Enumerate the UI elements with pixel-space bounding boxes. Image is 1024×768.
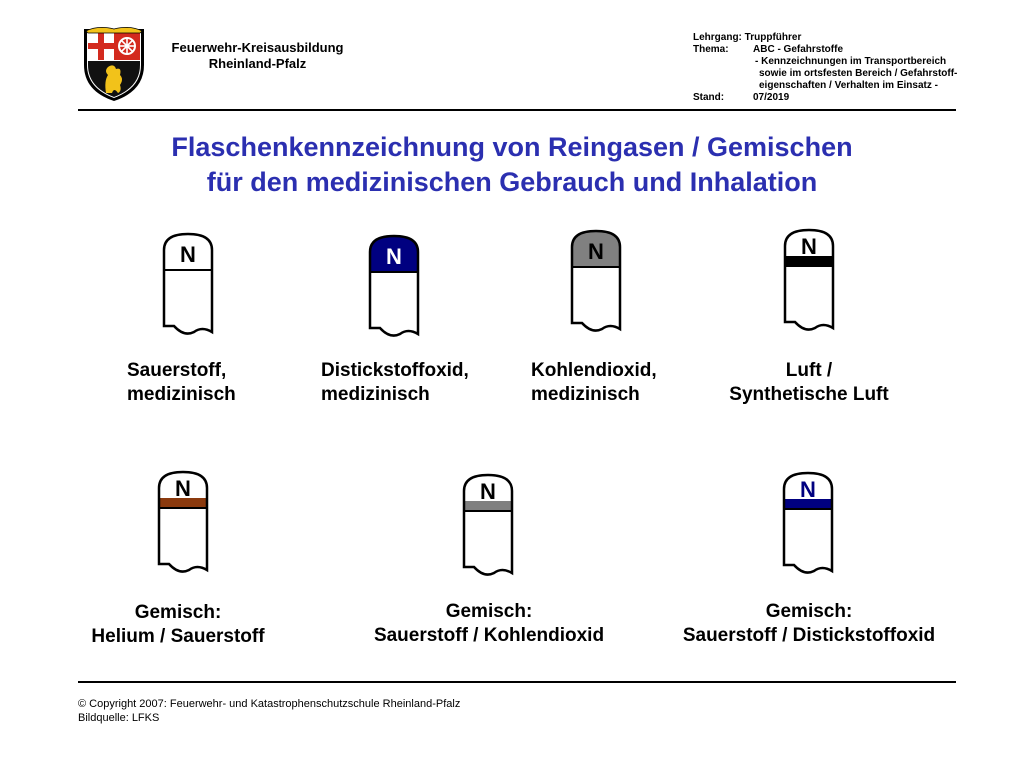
caption-sauerstoff-kohlendioxid <box>354 600 624 648</box>
title-line1: Flaschenkennzeichnung von Reingasen / Gemischen <box>171 132 853 162</box>
caption-line2: medizinisch <box>127 384 236 405</box>
header-divider <box>78 109 956 111</box>
status-label: Stand: <box>693 92 725 103</box>
cylinder-icon-sauerstoff <box>162 232 214 334</box>
cylinder-icon-distickstoffoxid <box>368 234 420 336</box>
caption-line1: Gemisch: <box>445 601 533 622</box>
status-value: 07/2019 <box>753 92 790 103</box>
cylinder-letter: N <box>480 479 496 504</box>
footer <box>78 697 460 725</box>
caption-line2: medizinisch <box>531 384 640 405</box>
course-value: Truppführer <box>744 32 802 43</box>
cylinder-icon-sauerstoff-distickstoffoxid <box>782 471 834 573</box>
course-label: Lehrgang: <box>693 32 742 43</box>
organization-name <box>130 40 385 72</box>
course-info <box>693 32 1013 104</box>
organization-line1: Feuerwehr-Kreisausbildung <box>171 40 344 55</box>
organization-line2: Rheinland-Pfalz <box>208 56 307 71</box>
cylinder-letter: N <box>180 242 196 267</box>
caption-line1: Kohlendioxid, <box>531 360 657 381</box>
title-line2: für den medizinischen Gebrauch und Inhalation <box>206 167 818 197</box>
caption-line1: Luft / <box>785 360 833 381</box>
page-title <box>60 130 964 200</box>
caption-line1: Distickstoffoxid, <box>321 360 469 381</box>
caption-sauerstoff-distickstoffoxid <box>661 600 957 648</box>
caption-line1: Gemisch: <box>765 601 853 622</box>
topic-line2: - Kennzeichnungen im Transportbereich <box>755 56 947 67</box>
image-source-text: Bildquelle: LFKS <box>78 712 160 724</box>
topic-line4: eigenschaften / Verhalten im Einsatz - <box>759 80 938 91</box>
caption-kohlendioxid <box>531 359 657 407</box>
cylinder-icon-kohlendioxid <box>570 229 622 331</box>
cylinder-letter: N <box>801 234 817 259</box>
cylinder-icon-luft <box>783 228 835 330</box>
cylinder-letter: N <box>588 239 604 264</box>
topic-label: Thema: <box>693 44 729 55</box>
caption-luft <box>709 359 909 407</box>
caption-line2: Synthetische Luft <box>729 384 889 405</box>
cylinder-icon-sauerstoff-kohlendioxid <box>462 473 514 575</box>
caption-line2: medizinisch <box>321 384 430 405</box>
cylinder-letter: N <box>386 244 402 269</box>
footer-divider <box>78 681 956 683</box>
caption-line1: Gemisch: <box>134 602 222 623</box>
caption-helium-sauerstoff <box>68 601 288 649</box>
caption-line1: Sauerstoff, <box>127 360 227 381</box>
caption-sauerstoff <box>127 359 236 407</box>
cylinder-letter: N <box>175 476 191 501</box>
caption-line2: Helium / Sauerstoff <box>91 626 265 647</box>
copyright-text: © Copyright 2007: Feuerwehr- und Katastrophenschutzschule Rheinland-Pfalz <box>78 698 461 710</box>
cylinder-icon-helium-sauerstoff <box>157 470 209 572</box>
topic-value: ABC - Gefahrstoffe <box>753 44 844 55</box>
cylinder-letter: N <box>800 477 816 502</box>
caption-line2: Sauerstoff / Kohlendioxid <box>373 625 605 646</box>
caption-line2: Sauerstoff / Distickstoffoxid <box>682 625 936 646</box>
caption-distickstoffoxid <box>321 359 469 407</box>
topic-line3: sowie im ortsfesten Bereich / Gefahrstoff- <box>759 68 958 79</box>
